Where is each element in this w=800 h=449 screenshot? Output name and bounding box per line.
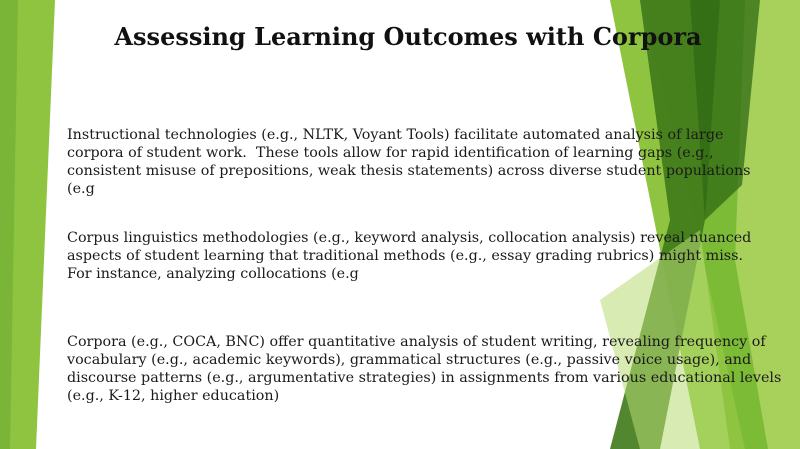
paragraph-corpora-quantitative: Corpora (e.g., COCA, BNC) offer quantitative analysis of student writing, revealing frequency of vocabulary (e.g., academic keywords), grammatical structures (e.g., passive voice usage), and discourse patterns (e.g., argumentative strategies) in assignments from various educational levels (e.g., K-12, higher education) [67, 334, 782, 404]
slide-title: Assessing Learning Outcomes with Corpora [114, 22, 702, 51]
paragraph-instructional-technologies: Instructional technologies (e.g., NLTK, Voyant Tools) facilitate automated analysis of large corpora of student work. These tools allow for rapid identification of learning gaps (e.g., consistent misuse of prepositions, weak thesis statements) across diverse student populations (e.g [67, 127, 751, 197]
paragraph-corpus-linguistics: Corpus linguistics methodologies (e.g., keyword analysis, collocation analysis) reveal nuanced aspects of student learning that traditional methods (e.g., essay grading rubrics) might miss. For instance, analyzing collocations (e.g [67, 230, 752, 282]
